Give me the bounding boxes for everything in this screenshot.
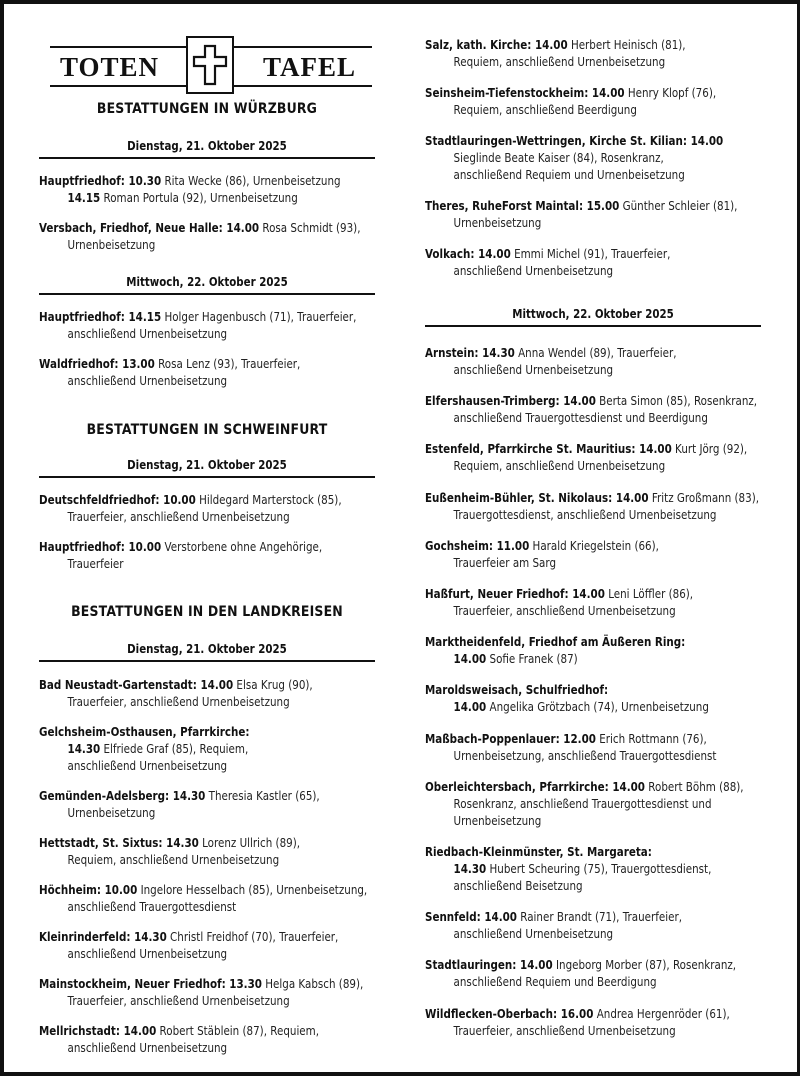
entry-details: Roman Portula (92), Urnenbeisetzung bbox=[100, 191, 298, 205]
entry-location-time: Stadtlauringen-Wettringen, Kirche St. Kilian: 14.00 bbox=[425, 134, 724, 148]
funeral-entry bbox=[425, 586, 770, 620]
funeral-entry bbox=[39, 882, 384, 916]
day-heading: Mittwoch, 22. Oktober 2025 bbox=[126, 274, 288, 289]
funeral-entry bbox=[39, 1023, 384, 1057]
entry-location-time: Gemünden-Adelsberg: 14.30 bbox=[39, 789, 206, 803]
entry-details: Trauerfeier, anschließend Urnenbeisetzung bbox=[453, 1023, 676, 1038]
entry-details: Günther Schleier (81), bbox=[619, 199, 738, 213]
entry-details: Requiem, anschließend Urnenbeisetzung bbox=[453, 459, 666, 474]
entry-details: Herbert Heinisch (81), bbox=[567, 38, 686, 52]
entry-details: Kurt Jörg (92), bbox=[671, 442, 748, 457]
entry-location-time: Seinsheim-Tiefenstockheim: 14.00 bbox=[425, 86, 625, 100]
entry-continuation-line bbox=[425, 410, 769, 427]
funeral-entry-text bbox=[425, 779, 769, 830]
entry-first-line bbox=[425, 37, 769, 54]
entry-continuation-line bbox=[425, 861, 769, 878]
entry-continuation-line bbox=[39, 373, 383, 390]
entry-continuation-line bbox=[39, 694, 383, 711]
funeral-entry-text bbox=[425, 909, 769, 943]
entry-details: Requiem, anschließend Urnenbeisetzung bbox=[453, 55, 666, 69]
entry-details: Anna Wendel (89), Trauerfeier, bbox=[514, 346, 677, 360]
funeral-entry-text bbox=[425, 490, 769, 524]
funeral-entry-text bbox=[39, 929, 383, 963]
funeral-entry bbox=[39, 356, 384, 390]
day-heading: Dienstag, 21. Oktober 2025 bbox=[127, 138, 287, 153]
cross-icon bbox=[192, 44, 228, 86]
entry-details: anschließend Urnenbeisetzung bbox=[67, 327, 228, 341]
funeral-entry-text bbox=[39, 677, 383, 711]
entry-details: Trauerfeier, anschließend Urnenbeisetzung bbox=[67, 994, 290, 1008]
funeral-entry-text bbox=[425, 538, 769, 572]
entry-first-line bbox=[425, 634, 769, 651]
funeral-entry bbox=[39, 539, 384, 573]
entry-details: Requiem, anschließend Beerdigung bbox=[453, 103, 637, 117]
entry-details: Rosenkranz, anschließend Trauergottesdienst und bbox=[453, 796, 712, 811]
entry-details: anschließend Beisetzung bbox=[453, 879, 583, 893]
section-title: BESTATTUNGEN IN WÜRZBURG bbox=[96, 101, 318, 117]
entry-details: Rosa Schmidt (93), bbox=[259, 221, 361, 235]
entry-details: Trauerfeier, anschließend Urnenbeisetzung bbox=[453, 604, 676, 618]
entry-details: Harald Kriegelstein (66), bbox=[529, 538, 659, 553]
entry-first-line bbox=[39, 724, 383, 741]
entry-first-line bbox=[425, 85, 769, 102]
entry-continuation-line bbox=[425, 796, 769, 813]
entry-first-line bbox=[425, 844, 769, 861]
entry-details: Holger Hagenbusch (71), Trauerfeier, bbox=[161, 310, 357, 324]
entry-location-time: Gochsheim: 11.00 bbox=[425, 538, 530, 553]
entry-location-time: Maßbach-Poppenlauer: 12.00 bbox=[425, 731, 596, 746]
entry-continuation-line bbox=[39, 852, 383, 869]
entry-continuation-line bbox=[425, 215, 769, 232]
entry-details: Fritz Großmann (83), bbox=[648, 490, 760, 505]
entry-location-time: Kleinrinderfeld: 14.30 bbox=[39, 930, 167, 944]
entry-first-line bbox=[39, 677, 383, 694]
entry-location-time: Salz, kath. Kirche: 14.00 bbox=[425, 38, 568, 52]
funeral-entry-text bbox=[425, 441, 769, 475]
entry-location-time: Haßfurt, Neuer Friedhof: 14.00 bbox=[425, 587, 605, 601]
entry-details: Elfriede Graf (85), Requiem, bbox=[100, 742, 249, 756]
entry-details: Verstorbene ohne Angehörige, bbox=[161, 540, 323, 554]
entry-details: Urnenbeisetzung bbox=[67, 238, 156, 252]
funeral-entry bbox=[425, 1006, 770, 1040]
entry-details: Sieglinde Beate Kaiser (84), Rosenkranz, bbox=[453, 151, 664, 165]
entry-details: Henry Klopf (76), bbox=[624, 86, 717, 100]
entry-location-time: Marktheidenfeld, Friedhof am Äußeren Ring: bbox=[425, 635, 686, 650]
entry-first-line bbox=[425, 957, 769, 974]
entry-location-time: Deutschfeldfriedhof: 10.00 bbox=[39, 493, 196, 507]
entry-continuation-line bbox=[39, 556, 383, 573]
funeral-entry bbox=[425, 909, 770, 943]
section-title: BESTATTUNGEN IN SCHWEINFURT bbox=[86, 422, 328, 438]
funeral-entry-text bbox=[39, 173, 383, 207]
entry-location-time: Sennfeld: 14.00 bbox=[425, 910, 517, 925]
entry-continuation-line bbox=[39, 326, 383, 343]
entry-first-line bbox=[425, 246, 769, 263]
entry-details: anschließend Urnenbeisetzung bbox=[67, 1041, 228, 1055]
funeral-entry bbox=[425, 441, 770, 475]
funeral-entry bbox=[39, 309, 384, 343]
funeral-entry bbox=[39, 173, 384, 207]
funeral-entry bbox=[425, 345, 770, 379]
entry-location-time: Gelchsheim-Osthausen, Pfarrkirche: bbox=[39, 725, 250, 739]
day-divider bbox=[39, 660, 375, 662]
entry-location-time: Mainstockheim, Neuer Friedhof: 13.30 bbox=[39, 977, 262, 991]
entry-location-time: Maroldsweisach, Schulfriedhof: bbox=[425, 683, 609, 698]
day-divider bbox=[39, 293, 375, 295]
entry-first-line bbox=[425, 779, 769, 796]
funeral-entry-text bbox=[425, 198, 769, 232]
entry-details: Urnenbeisetzung, anschließend Trauergottesdienst bbox=[453, 748, 717, 763]
entry-continuation-line bbox=[39, 1040, 383, 1057]
entry-location-time: Elfershausen-Trimberg: 14.00 bbox=[425, 394, 596, 409]
entry-continuation-line bbox=[39, 509, 383, 526]
entry-first-line bbox=[425, 345, 769, 362]
day-heading: Mittwoch, 22. Oktober 2025 bbox=[512, 306, 674, 321]
entry-continuation-line bbox=[425, 748, 769, 765]
entry-continuation-line bbox=[425, 699, 769, 716]
entry-location-time: Mellrichstadt: 14.00 bbox=[39, 1024, 157, 1038]
entry-continuation-line bbox=[39, 190, 383, 207]
funeral-entry-text bbox=[425, 393, 769, 427]
entry-details: anschließend Trauergottesdienst und Beerdigung bbox=[453, 411, 708, 426]
entry-details: Lorenz Ullrich (89), bbox=[198, 836, 301, 850]
funeral-entry-text bbox=[39, 976, 383, 1010]
entry-details: Berta Simon (85), Rosenkranz, bbox=[595, 394, 758, 409]
funeral-entry-text bbox=[425, 731, 769, 765]
entry-details: Rainer Brandt (71), Trauerfeier, bbox=[516, 910, 683, 925]
entry-first-line bbox=[425, 393, 769, 410]
entry-location-time: 14.15 bbox=[67, 191, 101, 205]
entry-details: Christl Freidhof (70), Trauerfeier, bbox=[166, 930, 339, 944]
day-divider bbox=[39, 476, 375, 478]
entry-details: Ingeborg Morber (87), Rosenkranz, bbox=[552, 958, 737, 973]
entry-details: Sofie Franek (87) bbox=[486, 652, 578, 667]
entry-details: Urnenbeisetzung bbox=[453, 216, 542, 230]
entry-details: Hildegard Marterstock (85), bbox=[195, 493, 342, 507]
entry-location-time: Estenfeld, Pfarrkirche St. Mauritius: 14.00 bbox=[425, 442, 672, 457]
day-divider bbox=[425, 325, 761, 327]
entry-first-line bbox=[39, 309, 383, 326]
entry-first-line bbox=[39, 356, 383, 373]
funeral-entry bbox=[425, 957, 770, 991]
entry-first-line bbox=[39, 976, 383, 993]
funeral-entry bbox=[425, 37, 770, 71]
entry-continuation-line bbox=[425, 507, 769, 524]
entry-location-time: Hettstadt, St. Sixtus: 14.30 bbox=[39, 836, 199, 850]
entry-details: Theresia Kastler (65), bbox=[205, 789, 320, 803]
funeral-entry-text bbox=[39, 788, 383, 822]
funeral-entry-text bbox=[425, 634, 769, 668]
entry-details: Leni Löffler (86), bbox=[604, 587, 694, 601]
entry-continuation-line bbox=[39, 993, 383, 1010]
entry-location-time: Riedbach-Kleinmünster, St. Margareta: bbox=[425, 845, 652, 859]
funeral-entry-text bbox=[39, 724, 383, 775]
masthead-word-left: TOTEN bbox=[60, 52, 160, 82]
entry-details: Trauerfeier, anschließend Urnenbeisetzung bbox=[67, 695, 290, 709]
entry-continuation-line bbox=[39, 946, 383, 963]
entry-continuation-line bbox=[425, 813, 769, 830]
entry-continuation-line bbox=[425, 362, 769, 379]
funeral-entry-text bbox=[425, 133, 769, 184]
entry-details: Emmi Michel (91), Trauerfeier, bbox=[510, 247, 671, 261]
funeral-entry bbox=[39, 788, 384, 822]
entry-first-line bbox=[39, 173, 383, 190]
funeral-entry-text bbox=[425, 682, 769, 716]
entry-location-time: Hauptfriedhof: 10.30 bbox=[39, 174, 162, 188]
section-title: BESTATTUNGEN IN DEN LANDKREISEN bbox=[71, 604, 343, 620]
funeral-entry-text bbox=[39, 539, 383, 573]
entry-location-time: Eußenheim-Bühler, St. Nikolaus: 14.00 bbox=[425, 490, 649, 505]
day-heading: Dienstag, 21. Oktober 2025 bbox=[127, 457, 287, 472]
entry-continuation-line bbox=[39, 899, 383, 916]
funeral-entry bbox=[39, 929, 384, 963]
entry-details: Urnenbeisetzung bbox=[453, 813, 542, 828]
entry-first-line bbox=[425, 586, 769, 603]
entry-location-time: Versbach, Friedhof, Neue Halle: 14.00 bbox=[39, 221, 260, 235]
funeral-entry-text bbox=[39, 882, 383, 916]
funeral-entry bbox=[425, 844, 770, 895]
entry-location-time: 14.30 bbox=[67, 742, 101, 756]
entry-location-time: Bad Neustadt-Gartenstadt: 14.00 bbox=[39, 678, 234, 692]
entry-details: Andrea Hergenröder (61), bbox=[593, 1006, 730, 1021]
entry-details: Trauerfeier bbox=[67, 557, 124, 571]
entry-details: anschließend Trauergottesdienst bbox=[67, 900, 237, 914]
entry-first-line bbox=[39, 788, 383, 805]
entry-details: Erich Rottmann (76), bbox=[595, 731, 707, 746]
entry-details: Trauerfeier am Sarg bbox=[453, 555, 557, 570]
entry-continuation-line bbox=[39, 741, 383, 758]
entry-location-time: Oberleichtersbach, Pfarrkirche: 14.00 bbox=[425, 779, 646, 794]
funeral-entry bbox=[425, 538, 770, 572]
funeral-entry bbox=[425, 198, 770, 232]
funeral-entry bbox=[425, 731, 770, 765]
entry-details: Robert Stäblein (87), Requiem, bbox=[156, 1024, 320, 1038]
funeral-entry bbox=[425, 85, 770, 119]
entry-continuation-line bbox=[425, 651, 769, 668]
entry-first-line bbox=[425, 538, 769, 555]
cross-box bbox=[186, 36, 234, 94]
funeral-entry-text bbox=[39, 309, 383, 343]
entry-location-time: Arnstein: 14.30 bbox=[425, 346, 515, 360]
entry-first-line bbox=[39, 539, 383, 556]
funeral-entry bbox=[425, 490, 770, 524]
entry-first-line bbox=[425, 490, 769, 507]
entry-location-time: 14.00 bbox=[453, 700, 487, 715]
entry-continuation-line bbox=[425, 458, 769, 475]
entry-continuation-line bbox=[39, 758, 383, 775]
funeral-entry bbox=[39, 835, 384, 869]
entry-first-line bbox=[39, 835, 383, 852]
entry-details: anschließend Urnenbeisetzung bbox=[67, 947, 228, 961]
funeral-entry bbox=[39, 677, 384, 711]
entry-location-time: Theres, RuheForst Maintal: 15.00 bbox=[425, 199, 620, 213]
funeral-entry-text bbox=[39, 835, 383, 869]
entry-location-time: Höchheim: 10.00 bbox=[39, 883, 138, 897]
funeral-entry-text bbox=[39, 220, 383, 254]
entry-first-line bbox=[425, 198, 769, 215]
funeral-entry-text bbox=[39, 356, 383, 390]
entry-continuation-line bbox=[425, 878, 769, 895]
entry-details: Helga Kabsch (89), bbox=[261, 977, 364, 991]
funeral-entry bbox=[425, 133, 770, 184]
entry-details: anschließend Requiem und Urnenbeisetzung bbox=[453, 168, 685, 182]
entry-first-line bbox=[425, 1006, 769, 1023]
entry-details: Trauergottesdienst, anschließend Urnenbeisetzung bbox=[453, 507, 717, 522]
entry-details: anschließend Urnenbeisetzung bbox=[453, 363, 614, 377]
entry-first-line bbox=[425, 682, 769, 699]
entry-details: anschließend Urnenbeisetzung bbox=[453, 927, 614, 942]
entry-details: Rosa Lenz (93), Trauerfeier, bbox=[154, 357, 301, 371]
entry-continuation-line bbox=[425, 555, 769, 572]
entry-details: Ingelore Hesselbach (85), Urnenbeisetzung, bbox=[137, 883, 368, 897]
entry-continuation-line bbox=[425, 974, 769, 991]
entry-first-line bbox=[39, 882, 383, 899]
funeral-entry bbox=[39, 724, 384, 775]
entry-details: Elsa Krug (90), bbox=[233, 678, 313, 692]
entry-continuation-line bbox=[39, 237, 383, 254]
day-heading: Dienstag, 21. Oktober 2025 bbox=[127, 641, 287, 656]
entry-details: anschließend Urnenbeisetzung bbox=[453, 264, 614, 278]
entry-continuation-line bbox=[425, 150, 769, 167]
entry-continuation-line bbox=[425, 263, 769, 280]
entry-continuation-line bbox=[425, 167, 769, 184]
funeral-entry-text bbox=[39, 1023, 383, 1057]
masthead-word-right: TAFEL bbox=[262, 52, 356, 82]
entry-location-time: Hauptfriedhof: 14.15 bbox=[39, 310, 162, 324]
entry-first-line bbox=[39, 492, 383, 509]
funeral-entry bbox=[425, 393, 770, 427]
entry-location-time: Stadtlauringen: 14.00 bbox=[425, 958, 553, 973]
funeral-entry-text bbox=[425, 37, 769, 71]
entry-details: Requiem, anschließend Urnenbeisetzung bbox=[67, 853, 280, 867]
funeral-entry-text bbox=[425, 345, 769, 379]
entry-first-line bbox=[425, 133, 769, 150]
entry-continuation-line bbox=[425, 603, 769, 620]
funeral-entry bbox=[425, 682, 770, 716]
funeral-entry bbox=[425, 246, 770, 280]
entry-details: Hubert Scheuring (75), Trauergottesdienst, bbox=[486, 862, 712, 876]
funeral-entry bbox=[39, 492, 384, 526]
entry-first-line bbox=[425, 731, 769, 748]
entry-continuation-line bbox=[425, 1023, 769, 1040]
entry-details: Robert Böhm (88), bbox=[645, 779, 744, 794]
day-divider bbox=[39, 157, 375, 159]
entry-location-time: Wildflecken-Oberbach: 16.00 bbox=[425, 1006, 594, 1021]
entry-location-time: 14.30 bbox=[453, 862, 487, 876]
entry-first-line bbox=[39, 220, 383, 237]
funeral-entry-text bbox=[425, 246, 769, 280]
funeral-entry bbox=[39, 220, 384, 254]
funeral-entry-text bbox=[39, 492, 383, 526]
entry-first-line bbox=[39, 1023, 383, 1040]
funeral-entry-text bbox=[425, 586, 769, 620]
entry-continuation-line bbox=[425, 54, 769, 71]
entry-details: Rita Wecke (86), Urnenbeisetzung bbox=[161, 174, 341, 188]
entry-first-line bbox=[39, 929, 383, 946]
funeral-entry-text bbox=[425, 85, 769, 119]
masthead bbox=[50, 34, 372, 96]
entry-location-time: Volkach: 14.00 bbox=[425, 247, 511, 261]
entry-continuation-line bbox=[425, 926, 769, 943]
funeral-entry bbox=[425, 634, 770, 668]
entry-details: anschließend Urnenbeisetzung bbox=[67, 759, 228, 773]
entry-details: Urnenbeisetzung bbox=[67, 806, 156, 820]
funeral-entry-text bbox=[425, 844, 769, 895]
entry-location-time: 14.00 bbox=[453, 652, 487, 667]
funeral-entry bbox=[39, 976, 384, 1010]
entry-continuation-line bbox=[39, 805, 383, 822]
entry-continuation-line bbox=[425, 102, 769, 119]
entry-location-time: Hauptfriedhof: 10.00 bbox=[39, 540, 162, 554]
funeral-entry-text bbox=[425, 957, 769, 991]
funeral-entry-text bbox=[425, 1006, 769, 1040]
entry-details: Angelika Grötzbach (74), Urnenbeisetzung bbox=[486, 700, 709, 715]
entry-details: anschließend Requiem und Beerdigung bbox=[453, 975, 657, 990]
entry-first-line bbox=[425, 441, 769, 458]
entry-location-time: Waldfriedhof: 13.00 bbox=[39, 357, 155, 371]
entry-details: anschließend Urnenbeisetzung bbox=[67, 374, 228, 388]
funeral-entry bbox=[425, 779, 770, 830]
entry-details: Trauerfeier, anschließend Urnenbeisetzung bbox=[67, 510, 290, 524]
entry-first-line bbox=[425, 909, 769, 926]
